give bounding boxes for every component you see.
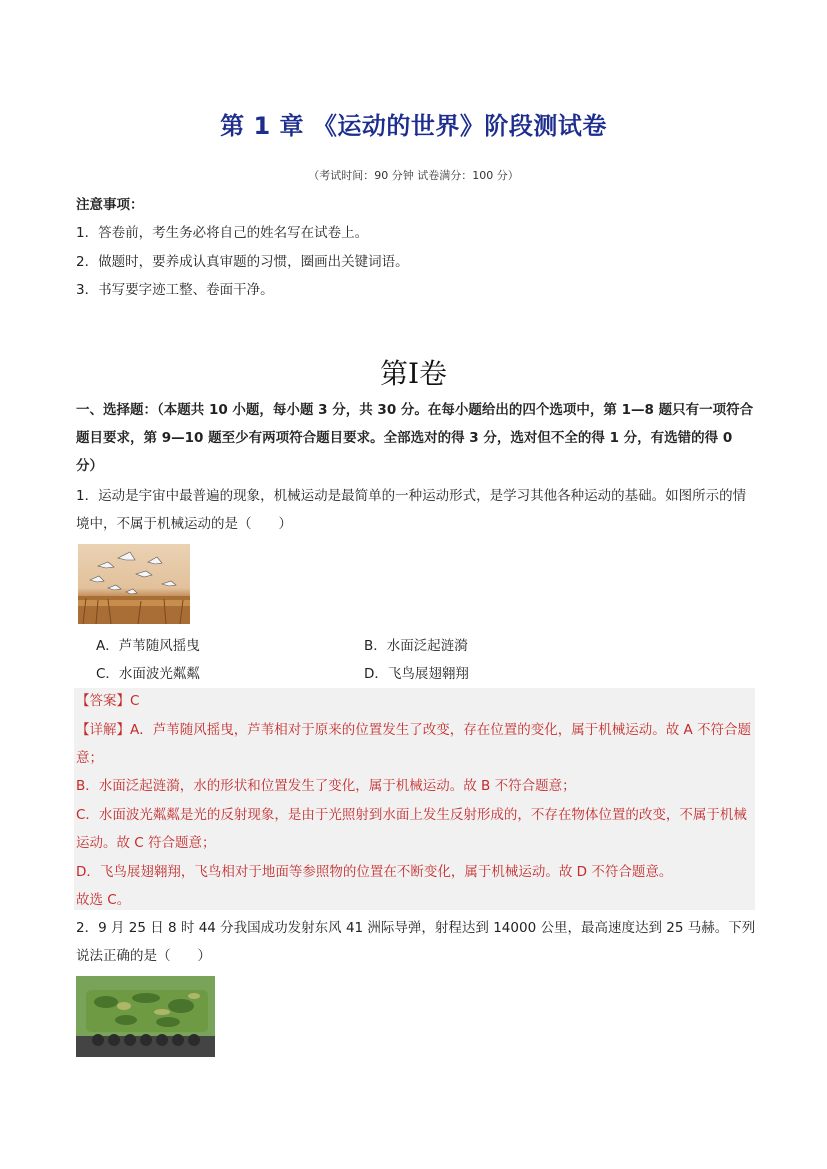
section-heading: 一、选择题：（本题共 10 小题，每小题 3 分，共 30 分。在每小题给出的四个选项中，第 1—8 题只有一项符合题目要求，第 9—10 题至少有两项符合题目要求。全部选对的得 3 分，选对但不全的得 1 分，有选错的得 0 分） — [76, 402, 754, 474]
answer-line — [76, 687, 756, 715]
detail-d: D．飞鸟展翅翱翔，飞鸟相对于地面等参照物的位置在不断变化，属于机械运动。故 D 不符合题意。 — [76, 864, 673, 880]
question-2-text: 2．9 月 25 日 8 时 44 分我国成功发射东风 41 洲际导弹，射程达到 14000 公里，最高速度达到 25 马赫。下列说法正确的是（ ） — [76, 920, 756, 964]
note-item: 1．答卷前，考生务必将自己的姓名写在试卷上。 — [76, 225, 369, 241]
detail-c: C．水面波光粼粼是光的反射现象，是由于光照射到水面上发生反射形成的，不存在物体位置的改变，不属于机械运动。故 C 符合题意； — [76, 807, 747, 851]
detail-label: 【详解】 — [76, 722, 130, 738]
question-1-text: 1．运动是宇宙中最普遍的现象，机械运动是最简单的一种运动形式，是学习其他各种运动的基础。如图所示的情境中，不属于机械运动的是（ ） — [76, 488, 747, 532]
note-item: 3．书写要字迹工整、卷面干净。 — [76, 282, 274, 298]
section-title: 第Ⅰ卷 — [379, 357, 448, 390]
option-b: B．水面泛起涟漪 — [364, 638, 468, 654]
option-c: C．水面波光粼粼 — [96, 666, 200, 682]
option-a: A．芦苇随风摇曳 — [96, 638, 200, 654]
missile-launcher-image — [76, 976, 215, 1057]
detail-conclusion: 故选 C。 — [76, 892, 131, 908]
cranes-reeds-image — [78, 544, 190, 624]
detail-line-a — [76, 716, 756, 772]
notes-heading: 注意事项： — [76, 197, 144, 213]
detail-b: B．水面泛起涟漪，水的形状和位置发生了变化，属于机械运动。故 B 不符合题意； — [76, 778, 576, 794]
note-item: 2．做题时，要养成认真审题的习惯，圈画出关键词语。 — [76, 254, 409, 270]
page-title: 第 1 章 《运动的世界》阶段测试卷 — [220, 112, 607, 140]
answer-value: C — [130, 693, 140, 709]
exam-info: （考试时间：90 分钟 试卷满分：100 分） — [308, 169, 519, 182]
option-d: D．飞鸟展翅翱翔 — [364, 666, 469, 682]
answer-label: 【答案】 — [76, 693, 130, 709]
detail-a: A．芦苇随风摇曳，芦苇相对于原来的位置发生了改变，存在位置的变化，属于机械运动。故 A 不符合题意； — [76, 722, 752, 766]
